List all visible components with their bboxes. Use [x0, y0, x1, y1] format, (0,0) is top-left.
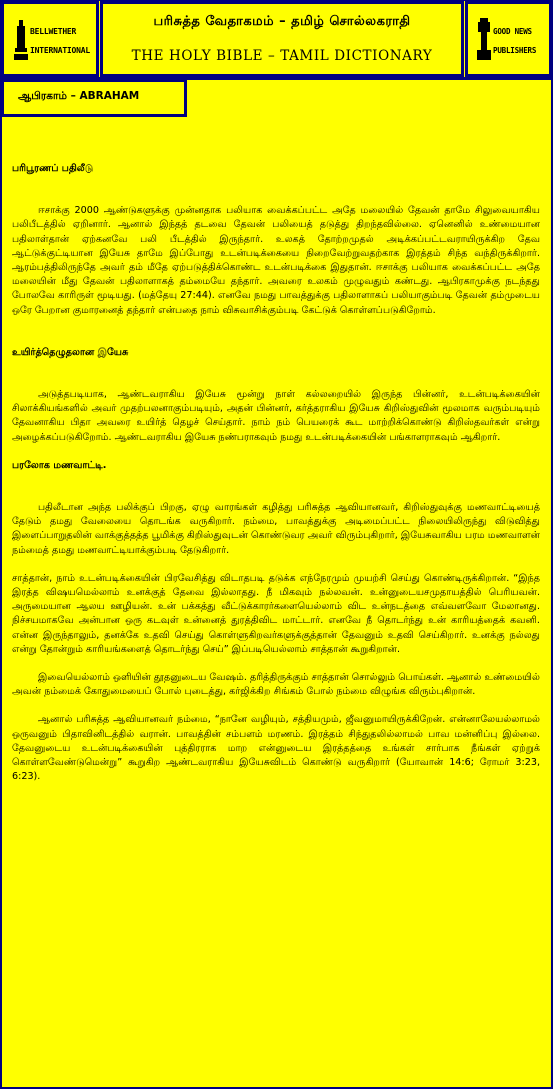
paragraph: ஆனால் பரிசுத்த ஆவியானவர் நம்மை, “நானே வழியும், சத்தியமும், ஜீவனுமாயிருக்கிறேன். என்னாலேயல்லாமல் ஒருவனும் பிதாவினிடத்தில் வரான். பாவத்தின் சம்பளம் மரணம். இரத்தம் சிந்துதலில்லாமல் பாவ மன்னிப்பு இல்லை. தேவனுடைய உடன்படிக்கையின் புத்திரராக மாற என்னுடைய இரத்தத்தை உங்கள் சார்பாக நீங்கள் ஏற்றுக் கொள்ளவேண்டுமென்று” கூறுகிற ஆண்டவராகிய இயேசுவிடம் கொண்டு வருகிறார் (யோவான் 14:6; ரோமர் 3:23, 6:23).: [12, 714, 540, 783]
paragraph: அடுத்தபடியாக, ஆண்டவராகிய இயேசு மூன்று நாள் கல்லறையில் இருந்த பின்னர், உடன்படிக்கையின் சிலாக்கியங்களில் அவர் முதற்பலனாகும்படியும், அதன் பின்னர், கர்த்தராகிய இயேசு கிறிஸ்துவின் மூலமாக வரும்படியும் தேவனாகிய பிதா அவரை உயிர்த் தெழச் செய்தார். நாம் நம் பெயரைக் கூட மாற்றிக்கொண்டு கிறிஸ்தவர்கள் என்று அழைக்கப்படுகிறோம். ஆண்டவராகிய இயேசு நண்பராகவும் நமது உடன்படிக்கையின் பங்காளராகவும் ஆகிறார்.: [12, 389, 540, 443]
header-title-box: [100, 1, 464, 77]
title-tamil: பரிசுத்த வேதாகமம் – தமிழ் சொல்லகராதி: [153, 14, 411, 29]
paragraph: ஈசாக்கு 2000 ஆண்டுகளுக்கு முன்னதாக பலியாக வைக்கப்பட்ட அதே மலையில் தேவன் தாமே சிலுவையாகிய பலிபீடத்தில் ஏறினார். ஆனால் இந்தத் தடவை தேவன் பலியைத் தடுத்து திறந்தவில்லை. ஏனெனில் உண்மையான பதிலாள்தான் ஏற்கனவே பலி பீடத்தில் இருந்தார். உலகத் தோற்றமுதல் அடிக்கப்பட்டவராயிருக்கிற தேவ ஆட்டுக்குட்டியான இயேசு தாமே இப்போது உடன்படிக்கையை நிறைவேற்றுவதற்காக இரத்தம் சிந்த வந்திருக்கிறார். ஆரம்பத்திலிருந்தே அவர் தம் மீதே ஏற்படுத்திக்கொண்ட உடன்படிக்கை இதுதான். ஈசாக்கு பலியாக வைக்கப்பட்ட அதே மலையின் மீது தேவன் பதிலாளாகத் தம்மையே தந்தார். அவரை உலகம் முழுவதும் கண்டது. ஆபிரகாமுக்கு நடந்தது போலவே காரிருள் மூடியது. (மத்தேயு 27:44). எனவே நமது பாவத்துக்கு பதிலாளாகப் பலியாகும்படி தேவன் தம்முடைய ஒரே பேறான குமாரனைத் தந்தார் என்பதை நாம் விசுவாசிக்கும்படி கேட்டுக் கொள்ளப்படுகிறோம்.: [12, 205, 540, 316]
paragraph: பதிலீடான அந்த பலிக்குப் பிறகு, ஏழு வாரங்கள் கழித்து பரிசுத்த ஆவியானவர், கிறிஸ்துவுக்கு மணவாட்டியைத் தேடும் தமது வேலையை தொடங்க வருகிறார். நம்மை, பாவத்துக்கு அடிமைப்பட்ட நிலையிலிருந்து விடுவித்து இளைப்பாறுதலின் வாக்குத்தத்த பூமிக்கு கிறிஸ்துவுடன் கொண்டுவர அவர் விரும்புகிறார், இயேசுவாகிய பரம மணவாளன் நம்மைத் தமது மணவாட்டியாக்கும்படி தேடுகிறார்.: [12, 502, 540, 556]
title-english: THE HOLY BIBLE – TAMIL DICTIONARY: [131, 48, 433, 64]
entry-word: ஆபிரகாம் – ABRAHAM: [18, 90, 140, 102]
bellwether-logo: [1, 1, 99, 77]
paragraph: இவையெல்லாம் ஒளியின் தூதனுடைய வேஷம். தரித்திருக்கும் சாத்தான் சொல்லும் பொய்கள். ஆனால் உண்மையில் அவன் நம்மைக் கோதுமையைப் போல் புடைத்து, கர்ஜிக்கிற சிங்கம் போல் நம்மை விழுங்க விரும்புகிறான்.: [12, 672, 540, 698]
logo-left-line2: INTERNATIONAL: [30, 46, 91, 55]
article-content: [12, 162, 540, 785]
paragraph: சாத்தான், நாம் உடன்படிக்கையின் பிரவேசித்து விடாதபடி தடுக்க எந்நேரமும் முயற்சி செய்து கொண்டிருக்கிறான். “இந்த இரத்த விஷயமெல்லாம் உனக்குத் தேவை இல்லாதது. நீ மிகவும் நல்லவன். உன்னுடையசமுதாயத்தில் பெரியவன். அருமையான ஆலய ஊழியன். உன் பக்கத்து வீட்டுக்காரர்களையெல்லாம் விட உன்நடத்தை எவ்வளவோ மேலானது. நிச்சயமாகவே அன்பான ஒரு கடவுள் உன்னைத் துரத்திவிட மாட்டார். எனவே நீ தொடர்ந்து உன் காரியத்தைக் கவனி. என்ன இருந்தாலும், தனக்கே உதவி செய்து கொள்ளுகிறவர்களுக்குத்தான் தேவனும் உதவி செய்கிறார். உனக்கு நல்லது என்று தோன்றும் காரியங்களைத் தொடர்ந்து செய்” இப்படியெல்லாம் சாத்தான் கூறுகிறான்.: [12, 572, 540, 655]
logo-right-line2: PUBLISHERS: [493, 46, 537, 55]
bellwether-candle-icon: [14, 18, 28, 62]
section-heading: பரலோக மணவாட்டி.: [12, 459, 107, 471]
logo-right-line1: GOOD NEWS: [493, 27, 532, 36]
entry-word-box: [1, 79, 187, 117]
section-heading: பரிபூரணப் பதிலீடு: [12, 163, 94, 174]
section-heading: உயிர்த்தெழுதலான இயேசு: [12, 346, 129, 358]
logo-left-line1: BELLWETHER: [30, 27, 77, 36]
good-news-book-icon: [476, 18, 492, 62]
good-news-logo: [465, 1, 552, 77]
